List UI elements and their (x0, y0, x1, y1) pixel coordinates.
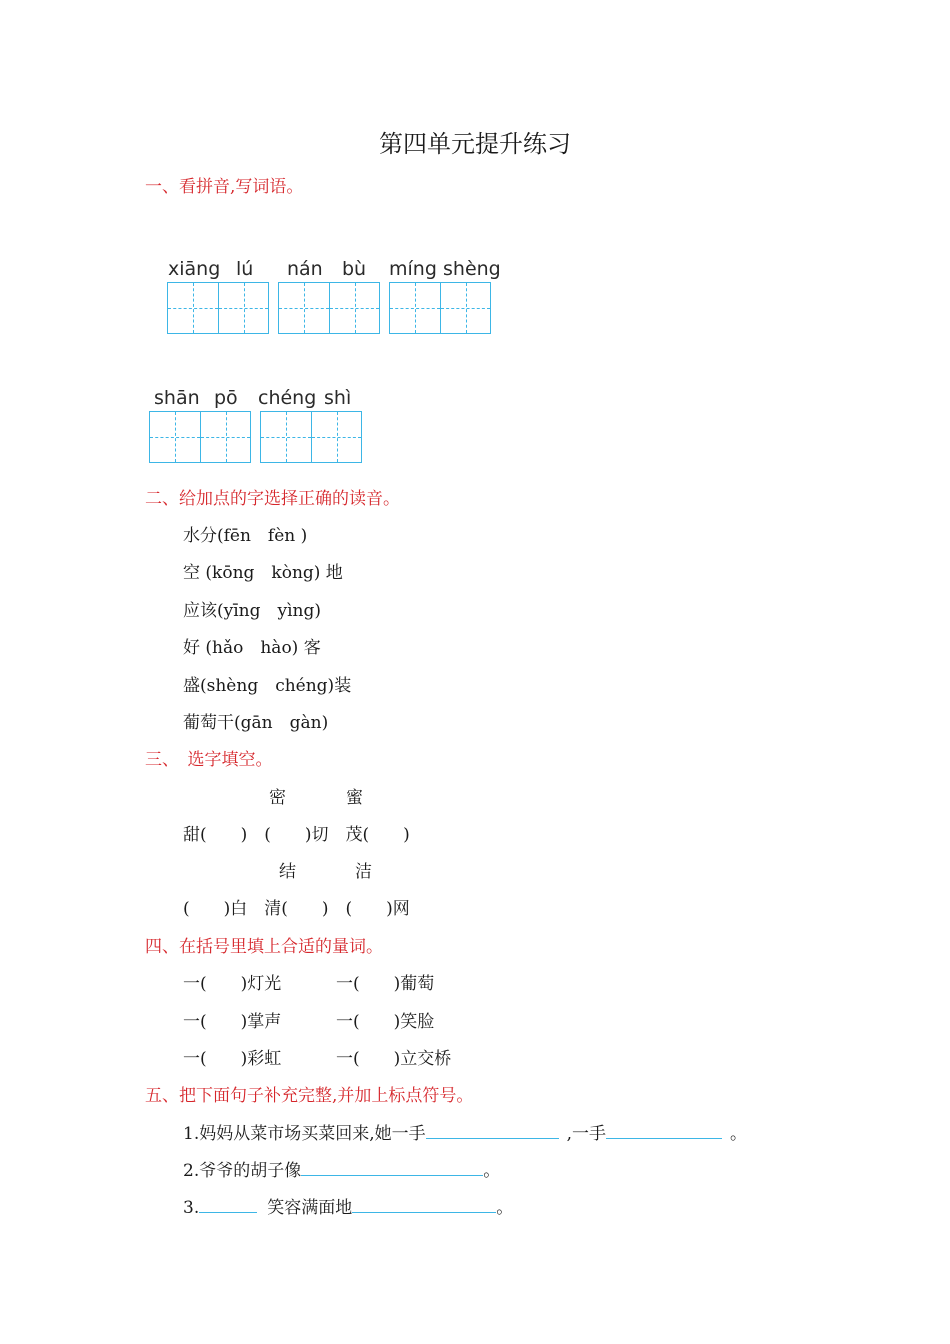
pinyin-sheng: shèng (443, 258, 501, 280)
sentence-1-mid: ,一手 (566, 1124, 607, 1144)
measure-item: 一( )灯光 (183, 974, 282, 994)
writing-grid-2[interactable] (278, 282, 380, 334)
measure-item: 一( )笑脸 (336, 1012, 435, 1032)
pinyin-shi: shì (324, 387, 352, 409)
measure-item: 一( )葡萄 (336, 974, 435, 994)
choice-char: 密 (269, 788, 286, 808)
sentence-3-mid: 笑容满面地 (267, 1198, 353, 1218)
measure-item: 一( )掌声 (183, 1012, 282, 1032)
pinyin-xiang: xiāng (168, 258, 221, 280)
reading-item: 应该(yīng yìng) (183, 601, 322, 621)
writing-grid-3[interactable] (389, 282, 491, 334)
pinyin-shan: shān (154, 387, 200, 409)
answer-blank[interactable] (301, 1159, 483, 1176)
section-4-heading: 四、在括号里填上合适的量词。 (145, 937, 383, 957)
answer-blank[interactable] (606, 1122, 722, 1139)
page-title: 第四单元提升练习 (379, 130, 571, 158)
answer-blank[interactable] (199, 1196, 257, 1213)
sentence-1 (183, 1119, 747, 1144)
choice-char: 蜜 (346, 788, 363, 808)
section-2-heading: 二、给加点的字选择正确的读音。 (145, 489, 400, 509)
choice-char: 洁 (355, 862, 372, 882)
sentence-2-start: 2.爷爷的胡子像 (183, 1161, 302, 1181)
writing-grid-5[interactable] (260, 411, 362, 463)
sentence-3-end: 。 (496, 1198, 514, 1218)
reading-item: 盛(shèng chéng)装 (183, 676, 352, 696)
writing-grid-1[interactable] (167, 282, 269, 334)
sentence-3 (183, 1193, 513, 1218)
sentence-2 (183, 1156, 500, 1181)
answer-blank[interactable] (426, 1122, 559, 1139)
measure-item: 一( )彩虹 (183, 1049, 282, 1069)
sentence-1-start: 1.妈妈从菜市场买菜回来,她一手 (183, 1124, 426, 1144)
sentence-3-start: 3. (183, 1198, 200, 1218)
sentence-1-end: 。 (730, 1124, 748, 1144)
section-1-heading: 一、看拼音,写词语。 (145, 177, 304, 197)
reading-item: 葡萄干(gān gàn) (183, 713, 329, 733)
fill-line-1: 甜( ) ( )切 茂( ) (183, 825, 410, 845)
reading-item: 好 (hǎo hào) 客 (183, 638, 321, 658)
sentence-2-end: 。 (483, 1161, 501, 1181)
measure-item: 一( )立交桥 (336, 1049, 452, 1069)
section-3-heading: 三、 选字填空。 (145, 750, 273, 770)
reading-item: 空 (kōng kòng) 地 (183, 563, 343, 583)
pinyin-bu: bù (342, 258, 367, 280)
pinyin-po: pō (214, 387, 238, 409)
answer-blank[interactable] (352, 1196, 496, 1213)
reading-item: 水分(fēn fèn ) (183, 526, 308, 546)
pinyin-cheng: chéng (258, 387, 317, 409)
pinyin-lu: lú (236, 258, 254, 280)
pinyin-ming: míng (389, 258, 437, 280)
section-5-heading: 五、把下面句子补充完整,并加上标点符号。 (145, 1086, 474, 1106)
pinyin-nan: nán (287, 258, 323, 280)
fill-line-2: ( )白 清( ) ( )网 (183, 899, 410, 919)
choice-char: 结 (279, 862, 296, 882)
writing-grid-4[interactable] (149, 411, 251, 463)
